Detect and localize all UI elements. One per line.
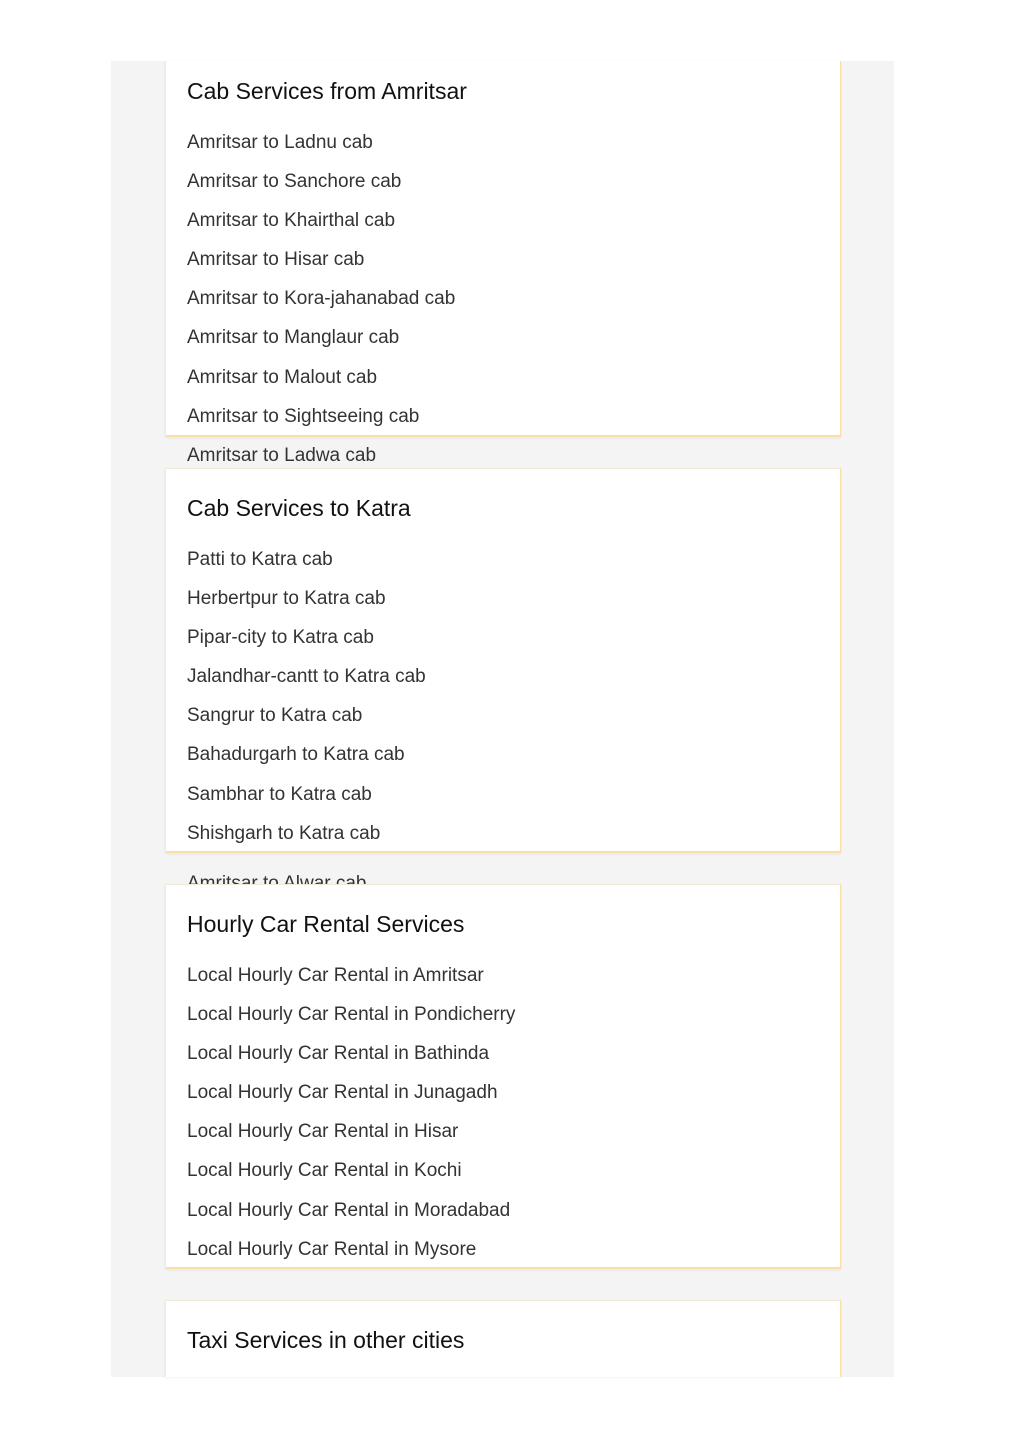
- list-item[interactable]: Local Hourly Car Rental in Moradabad: [187, 1199, 511, 1221]
- list-item[interactable]: Sangrur to Katra cab: [187, 705, 363, 727]
- list-item[interactable]: Amritsar to Kora-jahanabad cab: [187, 288, 456, 310]
- list-item[interactable]: Amritsar to Manglaur cab: [187, 327, 400, 349]
- list-item[interactable]: Amritsar to Malout cab: [187, 366, 378, 388]
- list-item[interactable]: Bahadurgarh to Katra cab: [187, 744, 405, 766]
- list-item[interactable]: Amritsar to Sightseeing cab: [187, 405, 420, 427]
- overflow-clip: [165, 866, 841, 884]
- list-item[interactable]: Amritsar to Ladwa cab: [187, 444, 377, 466]
- link-scroll-area[interactable]: [187, 544, 840, 844]
- list-item[interactable]: Jalandhar-cantt to Katra cab: [187, 666, 426, 688]
- list-item[interactable]: Herbertpur to Katra cab: [187, 588, 386, 610]
- section-title: Cab Services from Amritsar: [187, 78, 467, 104]
- section-title: Cab Services to Katra: [187, 495, 411, 521]
- list-item[interactable]: Pipar-city to Katra cab: [187, 627, 374, 649]
- list-item[interactable]: Amritsar to Ladnu cab: [187, 132, 373, 153]
- section-hourly-car-rental-services: [165, 884, 841, 1269]
- link-scroll-area[interactable]: [187, 960, 840, 1260]
- link-list: [187, 127, 455, 479]
- list-item[interactable]: Patti to Katra cab: [187, 549, 333, 570]
- section-cab-services-to-katra: [165, 468, 841, 853]
- list-item[interactable]: Amritsar to Sanchore cab: [187, 171, 402, 193]
- list-item[interactable]: Shishgarh to Katra cab: [187, 822, 381, 844]
- list-item[interactable]: Local Hourly Car Rental in Kochi: [187, 1160, 462, 1182]
- list-item[interactable]: Local Hourly Car Rental in Pondicherry: [187, 1004, 516, 1026]
- list-item[interactable]: Local Hourly Car Rental in Amritsar: [187, 965, 484, 986]
- list-item[interactable]: Local Hourly Car Rental in Mysore: [187, 1238, 477, 1260]
- section-title: Hourly Car Rental Services: [187, 911, 465, 937]
- list-item[interactable]: Local Hourly Car Rental in Junagadh: [187, 1082, 498, 1104]
- list-item[interactable]: Local Hourly Car Rental in Bathinda: [187, 1043, 490, 1065]
- link-list: [187, 960, 840, 1273]
- list-item[interactable]: Sambhar to Katra cab: [187, 783, 372, 805]
- list-item[interactable]: Amritsar to Khairthal cab: [187, 210, 396, 232]
- link-list: [187, 544, 840, 857]
- list-item[interactable]: Local Hourly Car Rental in Hisar: [187, 1121, 459, 1143]
- list-item[interactable]: Amritsar to Hisar cab: [187, 249, 365, 271]
- section-title: Taxi Services in other cities: [187, 1327, 465, 1353]
- section-taxi-services-in-other-cities: [165, 1300, 841, 1377]
